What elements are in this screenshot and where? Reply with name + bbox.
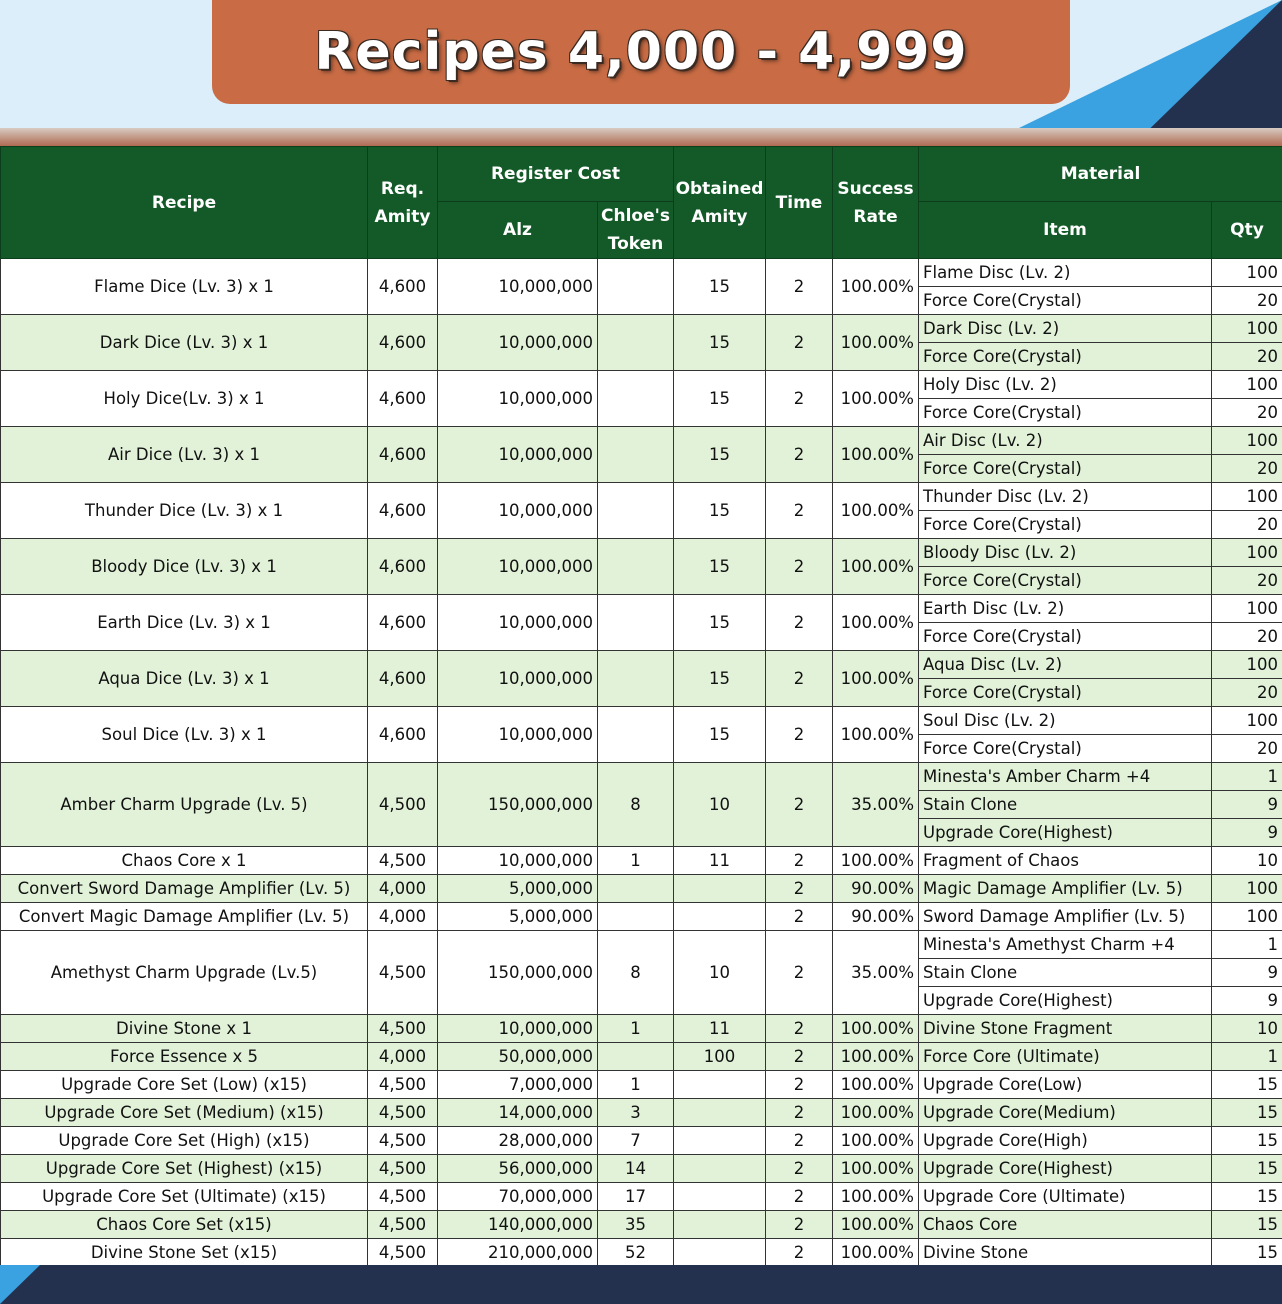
- time: 2: [766, 931, 833, 1015]
- material-qty: 9: [1212, 987, 1282, 1015]
- obtained-amity: 15: [674, 595, 766, 651]
- footer-bar: [0, 1265, 1282, 1304]
- chloes-token: [598, 371, 674, 427]
- obtained-amity: 15: [674, 707, 766, 763]
- recipe-name: Upgrade Core Set (Ultimate) (x15): [1, 1183, 368, 1211]
- material-qty: 20: [1212, 679, 1282, 707]
- success-rate: 90.00%: [833, 903, 919, 931]
- table-row: [1, 1127, 1282, 1155]
- header-obtained-amity: Obtained Amity: [674, 147, 766, 259]
- material-item: Force Core(Crystal): [919, 623, 1212, 651]
- req-amity: 4,500: [368, 931, 438, 1015]
- recipe-name: Divine Stone x 1: [1, 1015, 368, 1043]
- req-amity: 4,500: [368, 1183, 438, 1211]
- chloes-token: 3: [598, 1099, 674, 1127]
- alz-cost: 5,000,000: [438, 875, 598, 903]
- material-item: Dark Disc (Lv. 2): [919, 315, 1212, 343]
- success-rate: 100.00%: [833, 259, 919, 315]
- material-item: Stain Clone: [919, 959, 1212, 987]
- req-amity: 4,600: [368, 371, 438, 427]
- req-amity: 4,600: [368, 651, 438, 707]
- material-item: Upgrade Core(Highest): [919, 1155, 1212, 1183]
- alz-cost: 10,000,000: [438, 539, 598, 595]
- table-row: [1, 1099, 1282, 1127]
- time: 2: [766, 875, 833, 903]
- table-row: [1, 259, 1282, 287]
- obtained-amity: [674, 1155, 766, 1183]
- success-rate: 100.00%: [833, 315, 919, 371]
- material-item: Force Core(Crystal): [919, 343, 1212, 371]
- material-item: Upgrade Core(Highest): [919, 819, 1212, 847]
- alz-cost: 10,000,000: [438, 651, 598, 707]
- material-qty: 10: [1212, 1015, 1282, 1043]
- chloes-token: 7: [598, 1127, 674, 1155]
- time: 2: [766, 707, 833, 763]
- recipe-name: Thunder Dice (Lv. 3) x 1: [1, 483, 368, 539]
- recipe-name: Aqua Dice (Lv. 3) x 1: [1, 651, 368, 707]
- material-qty: 20: [1212, 287, 1282, 315]
- recipe-name: Chaos Core Set (x15): [1, 1211, 368, 1239]
- time: 2: [766, 539, 833, 595]
- material-item: Force Core(Crystal): [919, 511, 1212, 539]
- time: 2: [766, 1127, 833, 1155]
- table-row: [1, 1183, 1282, 1211]
- success-rate: 100.00%: [833, 1043, 919, 1071]
- chloes-token: [598, 651, 674, 707]
- success-rate: 100.00%: [833, 427, 919, 483]
- table-row: [1, 427, 1282, 455]
- banner-shadow: [0, 128, 1282, 146]
- material-qty: 9: [1212, 819, 1282, 847]
- recipes-table-body: [1, 259, 1282, 1267]
- table-row: [1, 315, 1282, 343]
- recipe-name: Convert Magic Damage Amplifier (Lv. 5): [1, 903, 368, 931]
- success-rate: 100.00%: [833, 1183, 919, 1211]
- alz-cost: 10,000,000: [438, 1015, 598, 1043]
- chloes-token: [598, 595, 674, 651]
- recipe-name: Divine Stone Set (x15): [1, 1239, 368, 1267]
- material-qty: 15: [1212, 1127, 1282, 1155]
- alz-cost: 150,000,000: [438, 763, 598, 847]
- material-item: Holy Disc (Lv. 2): [919, 371, 1212, 399]
- table-row: [1, 651, 1282, 679]
- material-item: Upgrade Core (Ultimate): [919, 1183, 1212, 1211]
- material-qty: 100: [1212, 595, 1282, 623]
- alz-cost: 7,000,000: [438, 1071, 598, 1099]
- success-rate: 100.00%: [833, 707, 919, 763]
- recipe-name: Bloody Dice (Lv. 3) x 1: [1, 539, 368, 595]
- obtained-amity: 100: [674, 1043, 766, 1071]
- recipe-name: Upgrade Core Set (Low) (x15): [1, 1071, 368, 1099]
- req-amity: 4,600: [368, 483, 438, 539]
- time: 2: [766, 595, 833, 651]
- material-item: Minesta's Amethyst Charm +4: [919, 931, 1212, 959]
- success-rate: 100.00%: [833, 1239, 919, 1267]
- alz-cost: 10,000,000: [438, 315, 598, 371]
- recipe-name: Flame Dice (Lv. 3) x 1: [1, 259, 368, 315]
- material-qty: 100: [1212, 483, 1282, 511]
- req-amity: 4,600: [368, 259, 438, 315]
- header-alz: Alz: [438, 202, 598, 259]
- success-rate: 100.00%: [833, 1127, 919, 1155]
- time: 2: [766, 1155, 833, 1183]
- material-item: Force Core (Ultimate): [919, 1043, 1212, 1071]
- material-item: Thunder Disc (Lv. 2): [919, 483, 1212, 511]
- material-qty: 100: [1212, 707, 1282, 735]
- time: 2: [766, 847, 833, 875]
- material-qty: 100: [1212, 875, 1282, 903]
- req-amity: 4,500: [368, 763, 438, 847]
- success-rate: 35.00%: [833, 931, 919, 1015]
- page-title: Recipes 4,000 - 4,999: [314, 22, 968, 82]
- chloes-token: [598, 875, 674, 903]
- material-qty: 100: [1212, 371, 1282, 399]
- material-qty: 100: [1212, 651, 1282, 679]
- table-row: [1, 539, 1282, 567]
- req-amity: 4,600: [368, 539, 438, 595]
- alz-cost: 150,000,000: [438, 931, 598, 1015]
- alz-cost: 10,000,000: [438, 371, 598, 427]
- success-rate: 100.00%: [833, 847, 919, 875]
- header-recipe: Recipe: [1, 147, 368, 259]
- chloes-token: [598, 539, 674, 595]
- header-chloes-token: Chloe's Token: [598, 202, 674, 259]
- req-amity: 4,600: [368, 315, 438, 371]
- chloes-token: 52: [598, 1239, 674, 1267]
- recipe-name: Convert Sword Damage Amplifier (Lv. 5): [1, 875, 368, 903]
- recipe-name: Chaos Core x 1: [1, 847, 368, 875]
- table-row: [1, 903, 1282, 931]
- time: 2: [766, 1211, 833, 1239]
- time: 2: [766, 1239, 833, 1267]
- material-item: Air Disc (Lv. 2): [919, 427, 1212, 455]
- req-amity: 4,000: [368, 1043, 438, 1071]
- obtained-amity: [674, 1211, 766, 1239]
- obtained-amity: 15: [674, 427, 766, 483]
- header-time: Time: [766, 147, 833, 259]
- obtained-amity: 15: [674, 539, 766, 595]
- material-qty: 20: [1212, 511, 1282, 539]
- obtained-amity: [674, 903, 766, 931]
- alz-cost: 56,000,000: [438, 1155, 598, 1183]
- material-qty: 1: [1212, 763, 1282, 791]
- material-item: Divine Stone: [919, 1239, 1212, 1267]
- recipe-name: Soul Dice (Lv. 3) x 1: [1, 707, 368, 763]
- material-item: Upgrade Core(Highest): [919, 987, 1212, 1015]
- material-item: Chaos Core: [919, 1211, 1212, 1239]
- material-item: Upgrade Core(Medium): [919, 1099, 1212, 1127]
- chloes-token: 1: [598, 847, 674, 875]
- header-success-rate: Success Rate: [833, 147, 919, 259]
- obtained-amity: 15: [674, 259, 766, 315]
- table-row: [1, 875, 1282, 903]
- alz-cost: 140,000,000: [438, 1211, 598, 1239]
- recipe-name: Earth Dice (Lv. 3) x 1: [1, 595, 368, 651]
- table-row: [1, 1071, 1282, 1099]
- header-material: Material: [919, 147, 1282, 202]
- material-item: Force Core(Crystal): [919, 455, 1212, 483]
- obtained-amity: [674, 1099, 766, 1127]
- material-qty: 100: [1212, 903, 1282, 931]
- recipe-name: Force Essence x 5: [1, 1043, 368, 1071]
- recipe-name: Holy Dice(Lv. 3) x 1: [1, 371, 368, 427]
- material-qty: 15: [1212, 1071, 1282, 1099]
- chloes-token: [598, 707, 674, 763]
- obtained-amity: [674, 1071, 766, 1099]
- table-row: [1, 1155, 1282, 1183]
- obtained-amity: 10: [674, 931, 766, 1015]
- time: 2: [766, 427, 833, 483]
- header-register-cost: Register Cost: [438, 147, 674, 202]
- time: 2: [766, 1015, 833, 1043]
- time: 2: [766, 651, 833, 707]
- chloes-token: 1: [598, 1071, 674, 1099]
- req-amity: 4,500: [368, 1155, 438, 1183]
- success-rate: 100.00%: [833, 595, 919, 651]
- table-row: [1, 1015, 1282, 1043]
- time: 2: [766, 763, 833, 847]
- success-rate: 100.00%: [833, 1155, 919, 1183]
- recipe-name: Amber Charm Upgrade (Lv. 5): [1, 763, 368, 847]
- material-item: Stain Clone: [919, 791, 1212, 819]
- table-row: [1, 847, 1282, 875]
- recipe-name: Amethyst Charm Upgrade (Lv.5): [1, 931, 368, 1015]
- material-qty: 15: [1212, 1239, 1282, 1267]
- recipe-name: Upgrade Core Set (Highest) (x15): [1, 1155, 368, 1183]
- chloes-token: 8: [598, 931, 674, 1015]
- time: 2: [766, 1099, 833, 1127]
- time: 2: [766, 1043, 833, 1071]
- alz-cost: 14,000,000: [438, 1099, 598, 1127]
- req-amity: 4,500: [368, 1015, 438, 1043]
- alz-cost: 28,000,000: [438, 1127, 598, 1155]
- material-qty: 100: [1212, 539, 1282, 567]
- material-qty: 20: [1212, 343, 1282, 371]
- material-qty: 20: [1212, 399, 1282, 427]
- obtained-amity: [674, 875, 766, 903]
- alz-cost: 10,000,000: [438, 595, 598, 651]
- material-item: Divine Stone Fragment: [919, 1015, 1212, 1043]
- success-rate: 100.00%: [833, 1015, 919, 1043]
- chloes-token: 14: [598, 1155, 674, 1183]
- req-amity: 4,500: [368, 1239, 438, 1267]
- material-item: Force Core(Crystal): [919, 287, 1212, 315]
- time: 2: [766, 315, 833, 371]
- recipe-name: Upgrade Core Set (High) (x15): [1, 1127, 368, 1155]
- obtained-amity: [674, 1239, 766, 1267]
- header-qty: Qty: [1212, 202, 1282, 259]
- req-amity: 4,500: [368, 847, 438, 875]
- time: 2: [766, 371, 833, 427]
- success-rate: 100.00%: [833, 1099, 919, 1127]
- recipe-name: Upgrade Core Set (Medium) (x15): [1, 1099, 368, 1127]
- time: 2: [766, 259, 833, 315]
- alz-cost: 10,000,000: [438, 427, 598, 483]
- obtained-amity: 15: [674, 371, 766, 427]
- material-qty: 100: [1212, 259, 1282, 287]
- success-rate: 90.00%: [833, 875, 919, 903]
- req-amity: 4,500: [368, 1099, 438, 1127]
- material-item: Upgrade Core(Low): [919, 1071, 1212, 1099]
- material-qty: 15: [1212, 1211, 1282, 1239]
- success-rate: 100.00%: [833, 483, 919, 539]
- material-item: Upgrade Core(High): [919, 1127, 1212, 1155]
- chloes-token: [598, 483, 674, 539]
- material-item: Aqua Disc (Lv. 2): [919, 651, 1212, 679]
- obtained-amity: 11: [674, 1015, 766, 1043]
- alz-cost: 10,000,000: [438, 259, 598, 315]
- req-amity: 4,600: [368, 427, 438, 483]
- table-row: [1, 931, 1282, 959]
- time: 2: [766, 483, 833, 539]
- success-rate: 100.00%: [833, 1071, 919, 1099]
- material-item: Minesta's Amber Charm +4: [919, 763, 1212, 791]
- req-amity: 4,500: [368, 1071, 438, 1099]
- chloes-token: 8: [598, 763, 674, 847]
- header-req-amity: Req. Amity: [368, 147, 438, 259]
- recipe-name: Dark Dice (Lv. 3) x 1: [1, 315, 368, 371]
- obtained-amity: 15: [674, 483, 766, 539]
- chloes-token: 1: [598, 1015, 674, 1043]
- material-qty: 1: [1212, 1043, 1282, 1071]
- obtained-amity: 10: [674, 763, 766, 847]
- time: 2: [766, 1183, 833, 1211]
- req-amity: 4,600: [368, 595, 438, 651]
- header-item: Item: [919, 202, 1212, 259]
- req-amity: 4,600: [368, 707, 438, 763]
- alz-cost: 10,000,000: [438, 707, 598, 763]
- material-qty: 15: [1212, 1099, 1282, 1127]
- material-item: Force Core(Crystal): [919, 679, 1212, 707]
- material-item: Soul Disc (Lv. 2): [919, 707, 1212, 735]
- chloes-token: [598, 427, 674, 483]
- table-row: [1, 707, 1282, 735]
- material-qty: 15: [1212, 1155, 1282, 1183]
- material-qty: 20: [1212, 455, 1282, 483]
- material-item: Force Core(Crystal): [919, 399, 1212, 427]
- recipe-name: Air Dice (Lv. 3) x 1: [1, 427, 368, 483]
- chloes-token: [598, 903, 674, 931]
- material-item: Earth Disc (Lv. 2): [919, 595, 1212, 623]
- material-item: Magic Damage Amplifier (Lv. 5): [919, 875, 1212, 903]
- material-qty: 10: [1212, 847, 1282, 875]
- chloes-token: [598, 259, 674, 315]
- title-banner: [212, 0, 1070, 104]
- success-rate: 100.00%: [833, 651, 919, 707]
- obtained-amity: 15: [674, 315, 766, 371]
- material-item: Force Core(Crystal): [919, 735, 1212, 763]
- table-row: [1, 483, 1282, 511]
- obtained-amity: [674, 1127, 766, 1155]
- success-rate: 100.00%: [833, 1211, 919, 1239]
- table-row: [1, 595, 1282, 623]
- obtained-amity: [674, 1183, 766, 1211]
- material-item: Fragment of Chaos: [919, 847, 1212, 875]
- material-qty: 20: [1212, 735, 1282, 763]
- material-qty: 15: [1212, 1183, 1282, 1211]
- material-item: Force Core(Crystal): [919, 567, 1212, 595]
- req-amity: 4,500: [368, 1127, 438, 1155]
- material-qty: 9: [1212, 791, 1282, 819]
- alz-cost: 210,000,000: [438, 1239, 598, 1267]
- table-row: [1, 1211, 1282, 1239]
- chloes-token: 35: [598, 1211, 674, 1239]
- table-row: [1, 1239, 1282, 1267]
- material-item: Sword Damage Amplifier (Lv. 5): [919, 903, 1212, 931]
- chloes-token: 17: [598, 1183, 674, 1211]
- material-qty: 20: [1212, 623, 1282, 651]
- obtained-amity: 15: [674, 651, 766, 707]
- time: 2: [766, 1071, 833, 1099]
- req-amity: 4,000: [368, 903, 438, 931]
- material-qty: 100: [1212, 427, 1282, 455]
- alz-cost: 10,000,000: [438, 847, 598, 875]
- material-qty: 100: [1212, 315, 1282, 343]
- alz-cost: 5,000,000: [438, 903, 598, 931]
- recipes-table: [0, 146, 1282, 1267]
- material-qty: 9: [1212, 959, 1282, 987]
- material-item: Flame Disc (Lv. 2): [919, 259, 1212, 287]
- table-row: [1, 1043, 1282, 1071]
- material-qty: 1: [1212, 931, 1282, 959]
- material-qty: 20: [1212, 567, 1282, 595]
- alz-cost: 50,000,000: [438, 1043, 598, 1071]
- time: 2: [766, 903, 833, 931]
- alz-cost: 10,000,000: [438, 483, 598, 539]
- chloes-token: [598, 1043, 674, 1071]
- success-rate: 100.00%: [833, 539, 919, 595]
- table-row: [1, 763, 1282, 791]
- success-rate: 100.00%: [833, 371, 919, 427]
- alz-cost: 70,000,000: [438, 1183, 598, 1211]
- material-item: Bloody Disc (Lv. 2): [919, 539, 1212, 567]
- obtained-amity: 11: [674, 847, 766, 875]
- req-amity: 4,500: [368, 1211, 438, 1239]
- table-row: [1, 371, 1282, 399]
- success-rate: 35.00%: [833, 763, 919, 847]
- chloes-token: [598, 315, 674, 371]
- req-amity: 4,000: [368, 875, 438, 903]
